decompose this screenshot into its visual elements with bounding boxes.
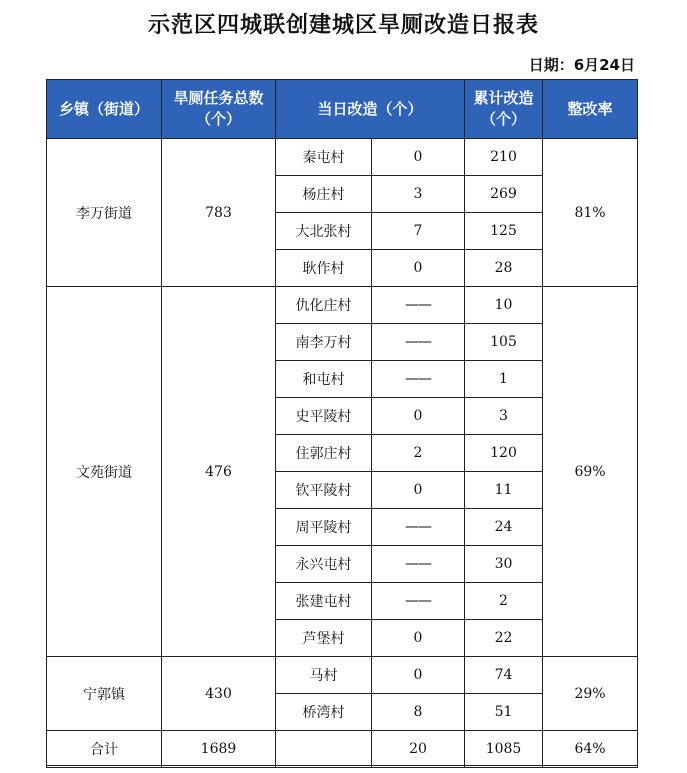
village-daily: ——	[372, 287, 465, 324]
village-cumulative: 11	[465, 472, 543, 509]
total-cumulative: 1085	[465, 731, 543, 768]
village-cumulative: 3	[465, 398, 543, 435]
village-name: 南李万村	[276, 324, 372, 361]
village-daily: 0	[372, 139, 465, 176]
report-table	[46, 79, 638, 768]
village-name: 住郭庄村	[276, 435, 372, 472]
report-body	[47, 139, 638, 731]
town-task-total: 476	[162, 287, 276, 657]
bottom-rule	[46, 765, 637, 766]
village-name: 钦平陵村	[276, 472, 372, 509]
town-rate: 69%	[543, 287, 638, 657]
village-daily: 0	[372, 620, 465, 657]
village-daily: 0	[372, 398, 465, 435]
header-daily: 当日改造（个）	[276, 80, 465, 139]
town-task-total: 783	[162, 139, 276, 287]
village-daily: 2	[372, 435, 465, 472]
village-name: 芦堡村	[276, 620, 372, 657]
village-name: 史平陵村	[276, 398, 372, 435]
village-daily: 0	[372, 250, 465, 287]
village-cumulative: 24	[465, 509, 543, 546]
header-rate: 整改率	[543, 80, 638, 139]
village-name: 仇化庄村	[276, 287, 372, 324]
village-cumulative: 22	[465, 620, 543, 657]
report-date: 日期：6月24日	[528, 56, 635, 74]
header-task-total-line2: （个）	[195, 110, 241, 128]
header-cumulative-line2: （个）	[481, 110, 527, 128]
page-title: 示范区四城联创建城区旱厕改造日报表	[147, 13, 539, 38]
town-rate: 29%	[543, 657, 638, 731]
village-name: 张建屯村	[276, 583, 372, 620]
village-name: 耿作村	[276, 250, 372, 287]
village-cumulative: 120	[465, 435, 543, 472]
town-name: 李万街道	[47, 139, 162, 287]
village-cumulative: 210	[465, 139, 543, 176]
town-task-total: 430	[162, 657, 276, 731]
village-cumulative: 28	[465, 250, 543, 287]
total-row	[47, 731, 638, 768]
village-name: 周平陵村	[276, 509, 372, 546]
village-cumulative: 125	[465, 213, 543, 250]
village-name: 永兴屯村	[276, 546, 372, 583]
village-daily: 0	[372, 657, 465, 694]
village-name: 桥湾村	[276, 694, 372, 731]
header-row	[47, 80, 638, 139]
village-cumulative: 51	[465, 694, 543, 731]
table-row	[47, 287, 638, 324]
header-cumulative-line1: 累计改造	[473, 89, 534, 107]
village-daily: ——	[372, 509, 465, 546]
total-daily: 20	[372, 731, 465, 768]
header-cumulative	[465, 80, 543, 139]
total-label: 合计	[47, 731, 162, 768]
village-cumulative: 30	[465, 546, 543, 583]
village-daily: 0	[372, 472, 465, 509]
village-name: 杨庄村	[276, 176, 372, 213]
table-row	[47, 657, 638, 694]
village-daily: ——	[372, 361, 465, 398]
village-cumulative: 74	[465, 657, 543, 694]
header-town: 乡镇（街道）	[47, 80, 162, 139]
village-name: 秦屯村	[276, 139, 372, 176]
total-village	[276, 731, 372, 768]
village-cumulative: 10	[465, 287, 543, 324]
town-rate: 81%	[543, 139, 638, 287]
village-name: 大北张村	[276, 213, 372, 250]
header-task-total	[162, 80, 276, 139]
table-row	[47, 139, 638, 176]
town-name: 文苑街道	[47, 287, 162, 657]
village-cumulative: 269	[465, 176, 543, 213]
total-task-total: 1689	[162, 731, 276, 768]
village-name: 和屯村	[276, 361, 372, 398]
village-daily: 8	[372, 694, 465, 731]
total-rate: 64%	[543, 731, 638, 768]
village-daily: 7	[372, 213, 465, 250]
village-cumulative: 1	[465, 361, 543, 398]
village-daily: ——	[372, 546, 465, 583]
village-name: 马村	[276, 657, 372, 694]
village-daily: 3	[372, 176, 465, 213]
village-daily: ——	[372, 324, 465, 361]
village-daily: ——	[372, 583, 465, 620]
header-task-total-line1: 旱厕任务总数	[173, 89, 264, 107]
village-cumulative: 105	[465, 324, 543, 361]
town-name: 宁郭镇	[47, 657, 162, 731]
village-cumulative: 2	[465, 583, 543, 620]
